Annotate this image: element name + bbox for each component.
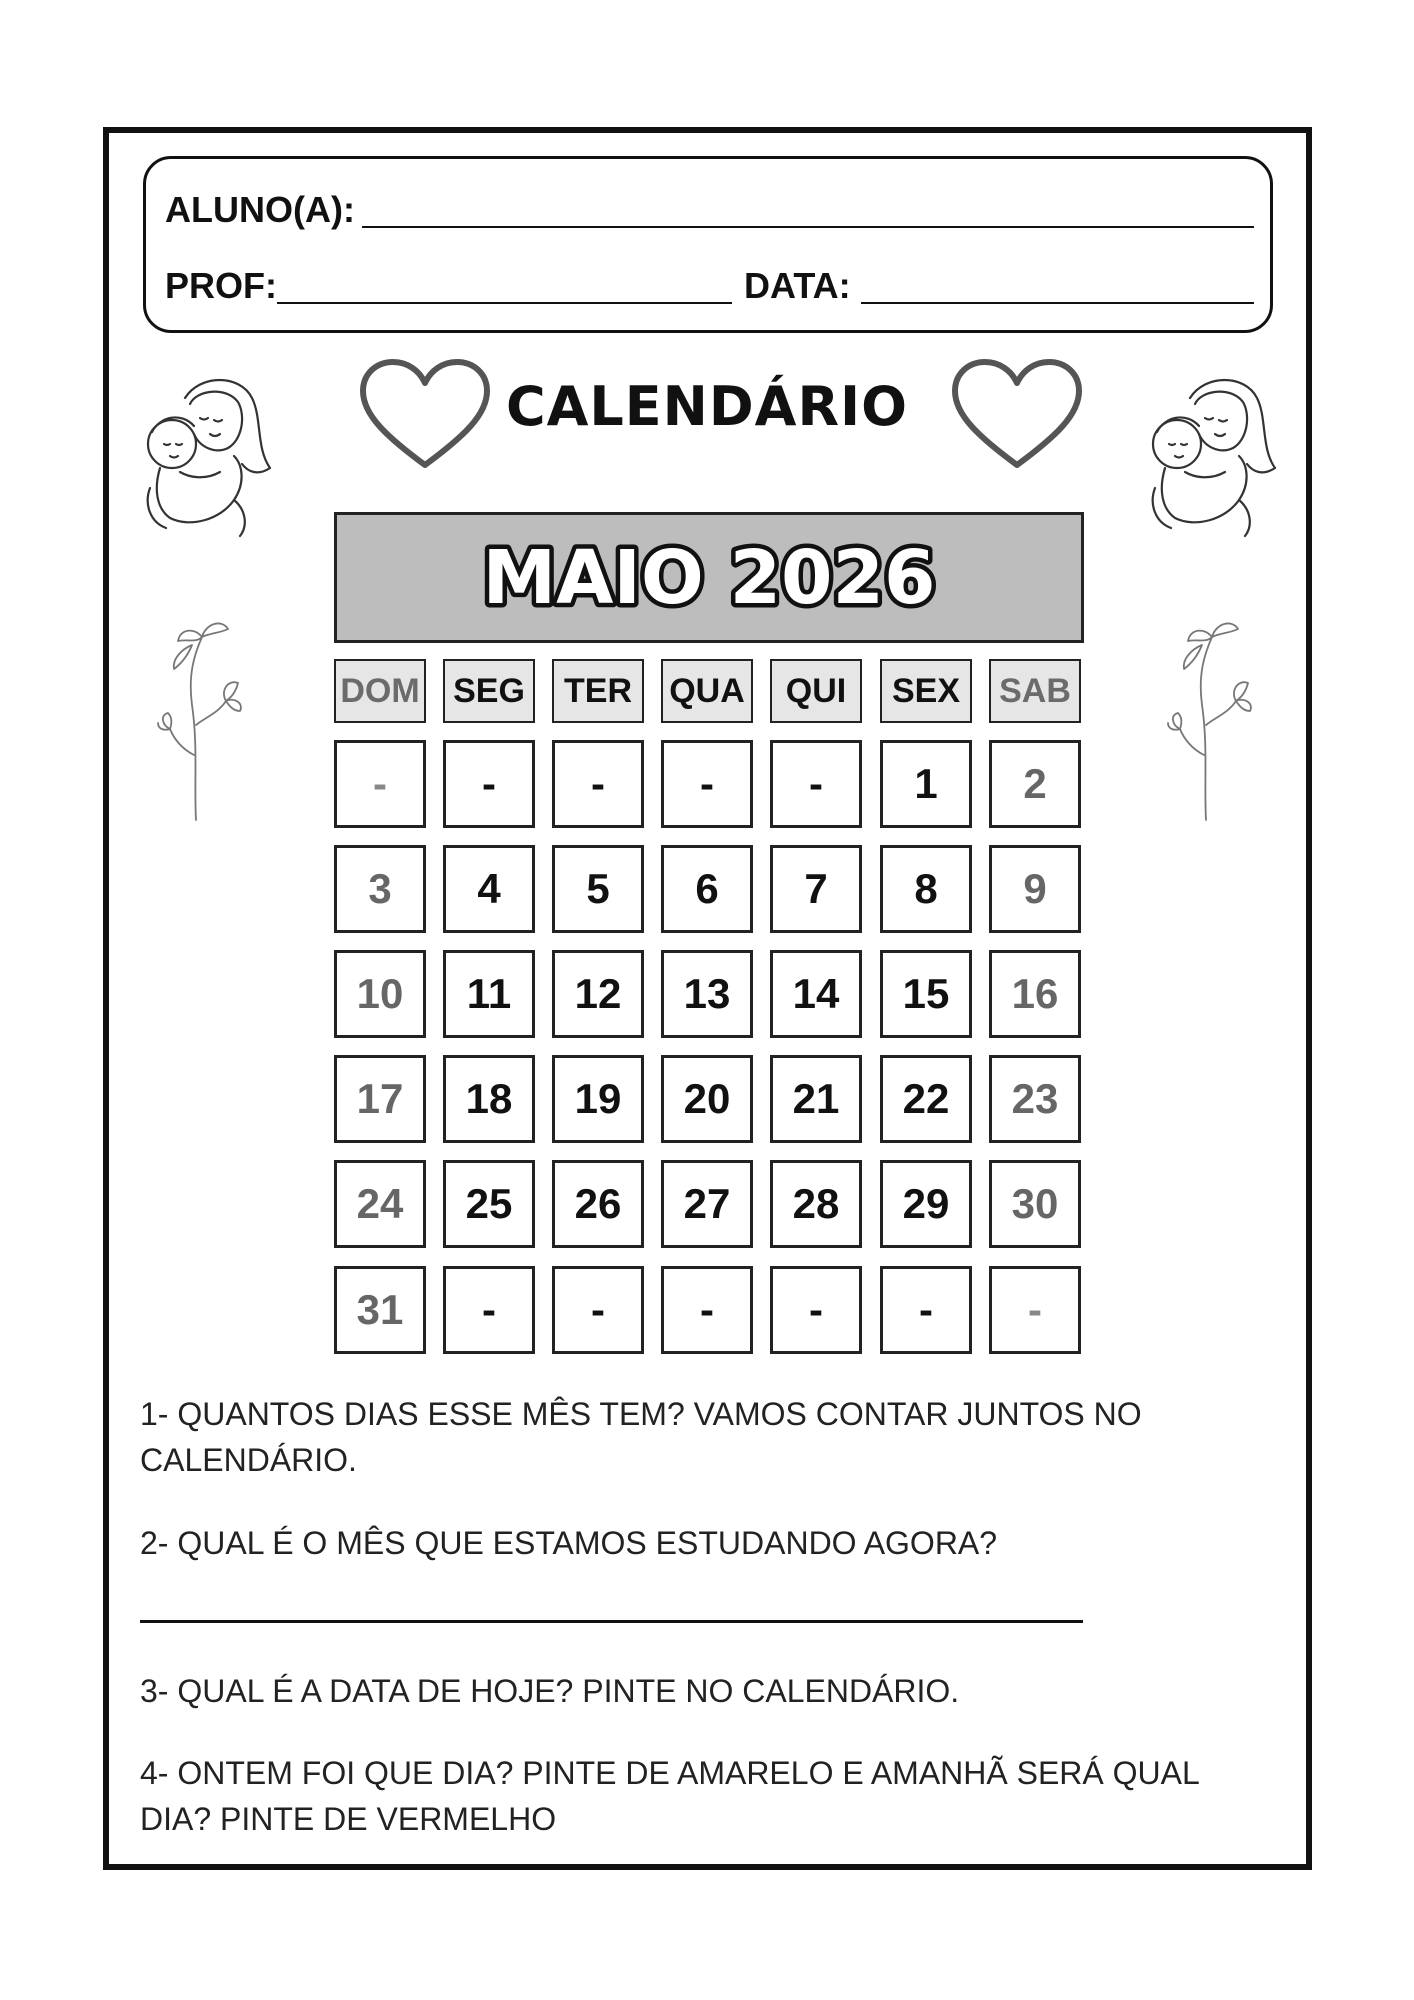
empty-day-cell: -: [989, 1266, 1081, 1354]
question-4: 4- ONTEM FOI QUE DIA? PINTE DE AMARELO E AMANHÃ SERÁ QUAL DIA? PINTE DE VERMELHO: [140, 1755, 1199, 1837]
empty-day-cell: -: [880, 1266, 972, 1354]
mother-child-illustration: [1135, 368, 1285, 543]
day-cell[interactable]: 10: [334, 950, 426, 1038]
weekday-header: SAB: [989, 659, 1081, 723]
empty-day-cell: -: [334, 740, 426, 828]
day-cell[interactable]: 8: [880, 845, 972, 933]
day-cell[interactable]: 4: [443, 845, 535, 933]
day-cell[interactable]: 13: [661, 950, 753, 1038]
day-cell[interactable]: 2: [989, 740, 1081, 828]
day-cell[interactable]: 6: [661, 845, 753, 933]
flower-sketch-illustration: [1158, 615, 1258, 825]
date-label: DATA:: [744, 265, 851, 306]
student-info-box: [143, 156, 1273, 333]
teacher-name-line[interactable]: [277, 302, 732, 304]
day-cell[interactable]: 30: [989, 1160, 1081, 1248]
mother-child-illustration: [130, 368, 280, 543]
day-cell[interactable]: 11: [443, 950, 535, 1038]
day-cell[interactable]: 20: [661, 1055, 753, 1143]
student-name-line[interactable]: [362, 226, 1254, 228]
day-cell[interactable]: 14: [770, 950, 862, 1038]
empty-day-cell: -: [661, 1266, 753, 1354]
empty-day-cell: -: [770, 740, 862, 828]
empty-day-cell: -: [661, 740, 753, 828]
day-cell[interactable]: 21: [770, 1055, 862, 1143]
empty-day-cell: -: [443, 740, 535, 828]
page-title: CALENDÁRIO: [505, 375, 909, 438]
day-cell[interactable]: 23: [989, 1055, 1081, 1143]
day-cell[interactable]: 5: [552, 845, 644, 933]
month-banner: [334, 512, 1084, 643]
day-cell[interactable]: 17: [334, 1055, 426, 1143]
weekday-header: QUI: [770, 659, 862, 723]
weekday-header: SEG: [443, 659, 535, 723]
day-cell[interactable]: 15: [880, 950, 972, 1038]
day-cell[interactable]: 3: [334, 845, 426, 933]
day-cell[interactable]: 24: [334, 1160, 426, 1248]
weekday-header: TER: [552, 659, 644, 723]
question-1: 1- QUANTOS DIAS ESSE MÊS TEM? VAMOS CONTAR JUNTOS NO CALENDÁRIO.: [140, 1396, 1142, 1478]
teacher-label: PROF:: [165, 265, 277, 306]
day-cell[interactable]: 18: [443, 1055, 535, 1143]
flower-sketch-illustration: [148, 615, 248, 825]
empty-day-cell: -: [443, 1266, 535, 1354]
empty-day-cell: -: [552, 1266, 644, 1354]
day-cell[interactable]: 28: [770, 1160, 862, 1248]
day-cell[interactable]: 31: [334, 1266, 426, 1354]
question-3: 3- QUAL É A DATA DE HOJE? PINTE NO CALENDÁRIO.: [140, 1673, 960, 1709]
month-title: MAIO 2026: [482, 535, 936, 621]
day-cell[interactable]: 1: [880, 740, 972, 828]
student-label: ALUNO(A):: [165, 189, 355, 230]
weekday-header: DOM: [334, 659, 426, 723]
empty-day-cell: -: [770, 1266, 862, 1354]
day-cell[interactable]: 22: [880, 1055, 972, 1143]
answer-line[interactable]: [140, 1620, 1083, 1623]
day-cell[interactable]: 19: [552, 1055, 644, 1143]
day-cell[interactable]: 25: [443, 1160, 535, 1248]
weekday-header: SEX: [880, 659, 972, 723]
date-line[interactable]: [861, 302, 1254, 304]
empty-day-cell: -: [552, 740, 644, 828]
weekday-header: QUA: [661, 659, 753, 723]
day-cell[interactable]: 29: [880, 1160, 972, 1248]
day-cell[interactable]: 7: [770, 845, 862, 933]
day-cell[interactable]: 9: [989, 845, 1081, 933]
question-2: 2- QUAL É O MÊS QUE ESTAMOS ESTUDANDO AGORA?: [140, 1525, 998, 1561]
day-cell[interactable]: 26: [552, 1160, 644, 1248]
day-cell[interactable]: 27: [661, 1160, 753, 1248]
day-cell[interactable]: 16: [989, 950, 1081, 1038]
day-cell[interactable]: 12: [552, 950, 644, 1038]
